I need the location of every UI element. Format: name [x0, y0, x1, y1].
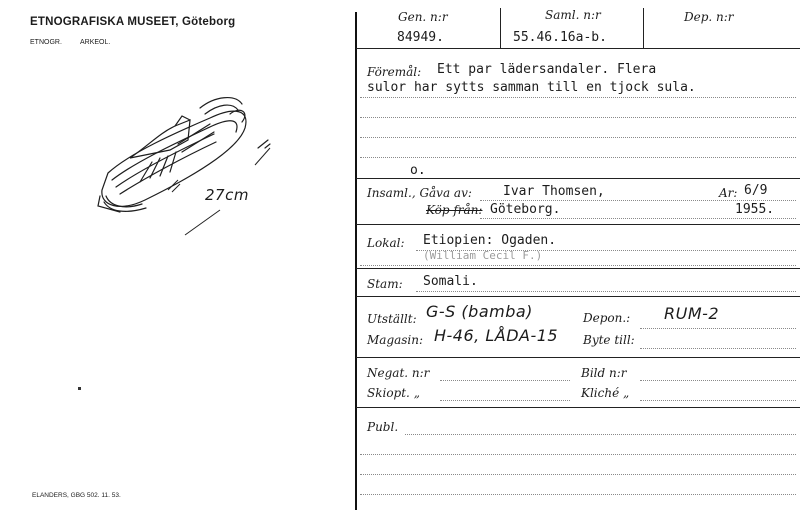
magasin-label: Magasin:	[367, 333, 424, 347]
rule-lokal	[356, 268, 800, 269]
dept-etnogr: ETNOGR.	[30, 39, 62, 46]
byte-label: Byte till:	[583, 333, 635, 347]
negat-label: Negat. n:r	[367, 366, 430, 380]
gen-label: Gen. n:r	[398, 10, 448, 24]
stam-label: Stam:	[367, 277, 403, 291]
rule-foremal	[356, 178, 800, 179]
donor-name: Ivar Thomsen,	[503, 184, 605, 199]
skiopt-dotline	[440, 400, 570, 401]
lokal-label: Lokal:	[367, 236, 405, 250]
lokal-value: Etiopien: Ogaden.	[423, 233, 557, 248]
gen-value: 84949.	[397, 30, 444, 45]
insaml-label: Insaml., Gåva av:	[367, 186, 472, 200]
numbers-bottom-rule	[356, 48, 800, 49]
measure-text: 27cm	[205, 186, 249, 204]
rule-insaml	[356, 224, 800, 225]
foremal-dotline-2	[360, 117, 796, 118]
card-left-border	[355, 12, 357, 510]
date-value: 6/9	[744, 183, 768, 198]
byte-dotline	[640, 348, 796, 349]
rule-storage	[356, 357, 800, 358]
lokal-faint-note: (William Cecil F.)	[423, 249, 543, 262]
foremal-line-1: Ett par lädersandaler. Flera	[437, 62, 657, 77]
kop-label: Köp från:	[426, 203, 483, 217]
insaml-dotline-2	[480, 218, 796, 219]
bild-label: Bild n:r	[581, 366, 627, 380]
dep-label: Dep. n:r	[684, 10, 734, 24]
dept-arkeol: ARKEOL.	[80, 39, 111, 46]
foremal-line-2: sulor har sytts samman till en tjock sula.	[367, 80, 696, 95]
utstallt-value: G-S (bamba)	[426, 302, 533, 321]
kliche-label: Kliché „	[581, 386, 630, 400]
depon-value: RUM-2	[664, 304, 720, 323]
utstallt-label: Utställt:	[367, 312, 417, 326]
stray-dot	[78, 387, 81, 390]
printer-note: ELANDERS, GBG 502. 11. 53.	[32, 492, 121, 499]
donor-city: Göteborg.	[490, 202, 561, 217]
foremal-label: Föremål:	[367, 65, 422, 79]
foremal-dotline-3	[360, 137, 796, 138]
stam-value: Somali.	[423, 274, 478, 289]
depon-label: Depon.:	[583, 311, 631, 325]
stam-dotline	[416, 291, 796, 292]
foremal-dotline-1	[360, 97, 796, 98]
ar-label: Ar:	[719, 186, 738, 200]
insaml-dotline-1	[480, 200, 796, 201]
publ-label: Publ.	[367, 420, 399, 434]
foremal-dotline-4	[360, 157, 796, 158]
lokal-dotline-2	[360, 265, 796, 266]
bild-dotline	[640, 380, 796, 381]
rule-stam	[356, 296, 800, 297]
museum-title: ETNOGRAFISKA MUSEET, Göteborg	[30, 16, 236, 28]
skiopt-label: Skiopt. „	[367, 386, 420, 400]
stray-mark: o.	[410, 163, 426, 178]
publ-dotline-4	[360, 494, 796, 495]
numbers-divider-2	[643, 8, 644, 48]
publ-dotline-1	[405, 434, 796, 435]
rule-photo	[356, 407, 800, 408]
numbers-divider-1	[500, 8, 501, 48]
saml-label: Saml. n:r	[545, 8, 601, 22]
publ-dotline-2	[360, 454, 796, 455]
year-value: 1955.	[735, 202, 775, 217]
magasin-value: H-46, LÅDA-15	[434, 326, 559, 345]
lokal-dotline-1	[416, 250, 796, 251]
depon-dotline	[640, 328, 796, 329]
publ-dotline-3	[360, 474, 796, 475]
saml-value: 55.46.16a-b.	[513, 30, 607, 45]
kliche-dotline	[640, 400, 796, 401]
negat-dotline	[440, 380, 570, 381]
